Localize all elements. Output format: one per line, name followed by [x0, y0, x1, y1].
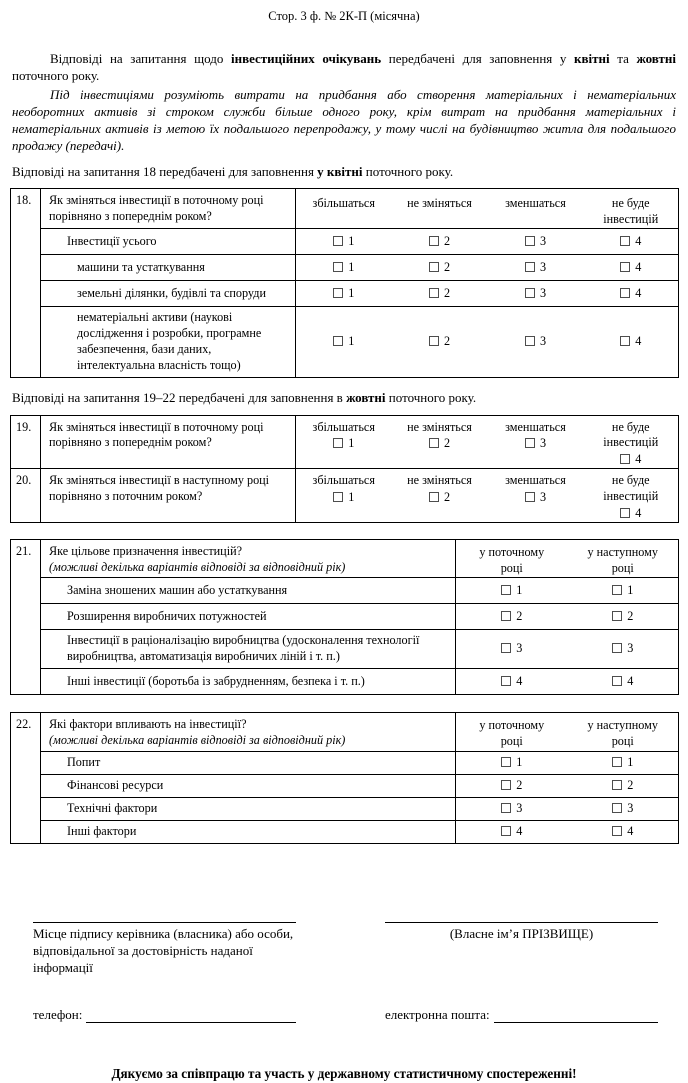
answer-cell	[568, 578, 679, 604]
intro-text: поточного року.	[12, 68, 100, 84]
column-header-current-year	[456, 539, 568, 578]
checkbox[interactable]	[333, 288, 343, 298]
q21-row-other	[11, 669, 679, 695]
checkbox-number: 3	[539, 489, 547, 504]
checkbox-number: 4	[627, 673, 634, 688]
q18-row-total	[11, 229, 679, 255]
intro-text: передбачені для заповнення у	[381, 51, 575, 67]
answer-cell	[296, 307, 392, 377]
checkbox[interactable]	[333, 492, 343, 502]
column-header-line: у наступному	[587, 544, 658, 559]
phone-label: телефон:	[33, 1006, 83, 1022]
checkbox[interactable]	[429, 438, 439, 448]
checkbox-number: 1	[348, 285, 355, 300]
checkbox[interactable]	[612, 780, 622, 790]
name-caption: (Власне ім’я ПРІЗВИЩЕ)	[449, 925, 594, 941]
option-header-increase: збільшаться	[312, 473, 375, 488]
answer-cell	[488, 229, 584, 255]
q22-row-other	[11, 820, 679, 843]
column-header-line: у наступному	[587, 718, 658, 733]
checkbox-number: 4	[635, 505, 642, 520]
q21-header-row	[11, 539, 679, 578]
checkbox-number: 2	[443, 436, 451, 451]
q19-q20-table	[10, 415, 679, 523]
question-line: порівняно з попереднім роком?	[49, 209, 212, 224]
answer-cell	[392, 255, 488, 281]
answer-cell	[488, 255, 584, 281]
checkbox-number: 2	[516, 777, 523, 792]
question-text	[41, 469, 296, 523]
checkbox[interactable]	[501, 826, 511, 836]
checkbox[interactable]	[612, 611, 622, 621]
column-header-line: році	[611, 560, 634, 575]
note-text: Відповіді на запитання 19–22 передбачені для заповнення в	[12, 389, 347, 405]
signature-block	[33, 922, 296, 977]
checkbox[interactable]	[620, 288, 630, 298]
checkbox-number: 1	[627, 582, 634, 597]
phone-input-line[interactable]	[86, 1008, 296, 1023]
question-line: Яке цільове призначення інвестицій?	[49, 543, 243, 558]
signature-caption: Місце підпису керівника (власника) або особи,	[33, 925, 294, 941]
checkbox-number: 4	[627, 823, 634, 838]
q18-table	[10, 188, 679, 377]
checkbox[interactable]	[620, 508, 630, 518]
answer-cell	[456, 820, 568, 843]
q20-row	[11, 469, 679, 523]
checkbox-number: 2	[627, 777, 634, 792]
checkbox-number: 4	[635, 452, 642, 467]
checkbox[interactable]	[333, 262, 343, 272]
checkbox[interactable]	[333, 336, 343, 346]
checkbox[interactable]	[501, 676, 511, 686]
answer-cell	[456, 669, 568, 695]
answer-cell	[456, 630, 568, 669]
answer-cell	[584, 415, 679, 469]
checkbox[interactable]	[612, 826, 622, 836]
form-page	[0, 8, 688, 1082]
checkbox-number: 1	[348, 436, 355, 451]
answer-cell	[392, 469, 488, 523]
checkbox-number: 1	[348, 233, 355, 248]
checkbox-number: 3	[539, 285, 547, 300]
checkbox-number: 3	[516, 800, 523, 815]
checkbox[interactable]	[612, 585, 622, 595]
checkbox[interactable]	[620, 262, 630, 272]
checkbox[interactable]	[501, 757, 511, 767]
checkbox[interactable]	[612, 676, 622, 686]
answer-cell	[392, 229, 488, 255]
option-header-nochange: не зміняться	[392, 189, 488, 229]
signature-caption: відповідальної за достовірність наданої інформації	[33, 942, 253, 975]
checkbox[interactable]	[333, 236, 343, 246]
question-line: Як зміняться інвестиції в поточному році	[49, 419, 264, 434]
question-line: Які фактори впливають на інвестиції?	[49, 717, 247, 732]
question-number: 19.	[11, 415, 41, 469]
option-header-increase: збільшаться	[296, 189, 392, 229]
q22-row-technical	[11, 797, 679, 820]
option-header-decrease: зменшаться	[488, 189, 584, 229]
row-label: Інвестиції в раціоналізацію виробництва (удосконалення технології виробництва, автоматизація виробничих ліній і т. п.)	[41, 630, 456, 669]
question-text	[41, 713, 456, 752]
checkbox-number: 1	[348, 259, 355, 274]
option-header-none: не буде інвестицій	[584, 189, 679, 229]
answer-cell	[488, 469, 584, 523]
checkbox-number: 3	[627, 641, 634, 656]
question-line: Як зміняться інвестиції в наступному році	[49, 473, 270, 488]
row-label: Заміна зношених машин або устаткування	[41, 578, 456, 604]
q22-header-row	[11, 713, 679, 752]
checkbox[interactable]	[620, 454, 630, 464]
answer-cell	[584, 229, 679, 255]
page-header: Стор. 3 ф. № 2К-П (місячна)	[268, 9, 420, 23]
checkbox-number: 3	[516, 641, 523, 656]
note-text: Відповіді на запитання 18 передбачені для заповнення	[12, 163, 318, 179]
answer-cell	[568, 604, 679, 630]
option-header-nochange: не зміняться	[407, 419, 472, 434]
answer-cell	[456, 578, 568, 604]
answer-cell	[456, 604, 568, 630]
question-note: (можливі декілька варіантів відповіді за відповідний рік)	[49, 559, 346, 574]
phone-block	[33, 1007, 296, 1024]
column-header-line: році	[500, 560, 523, 575]
q21-row-expansion	[11, 604, 679, 630]
question-text	[41, 415, 296, 469]
checkbox-number: 3	[539, 333, 547, 348]
column-header-current-year	[456, 713, 568, 752]
checkbox[interactable]	[333, 438, 343, 448]
answer-cell	[392, 307, 488, 377]
option-header-decrease: зменшаться	[505, 473, 566, 488]
signature-section	[33, 922, 658, 977]
row-label: Розширення виробничих потужностей	[41, 604, 456, 630]
checkbox-number: 3	[539, 436, 547, 451]
option-header-none: не буде інвестицій	[603, 419, 659, 450]
row-label: машини та устаткування	[41, 255, 296, 281]
note-bold-october: жовтні	[346, 389, 386, 405]
contact-section	[33, 1007, 658, 1024]
q19-row	[11, 415, 679, 469]
checkbox-number: 3	[539, 233, 547, 248]
checkbox[interactable]	[501, 803, 511, 813]
answer-cell	[568, 751, 679, 774]
row-label: Інші фактори	[41, 820, 456, 843]
checkbox[interactable]	[429, 336, 439, 346]
checkbox-number: 2	[443, 333, 451, 348]
note-text: поточного року.	[362, 163, 454, 179]
q22-row-financial	[11, 774, 679, 797]
question-number: 22.	[11, 713, 41, 844]
q18-row-intangible	[11, 307, 679, 377]
checkbox[interactable]	[501, 643, 511, 653]
answer-cell	[568, 630, 679, 669]
checkbox[interactable]	[429, 236, 439, 246]
checkbox[interactable]	[501, 585, 511, 595]
checkbox[interactable]	[429, 262, 439, 272]
row-label: Інвестиції усього	[41, 229, 296, 255]
answer-cell	[296, 281, 392, 307]
answer-cell	[488, 281, 584, 307]
checkbox[interactable]	[525, 262, 535, 272]
checkbox[interactable]	[620, 336, 630, 346]
checkbox-number: 3	[539, 259, 547, 274]
q18-row-machinery	[11, 255, 679, 281]
answer-cell	[456, 797, 568, 820]
row-label: Попит	[41, 751, 456, 774]
checkbox-number: 1	[627, 754, 634, 769]
answer-cell	[488, 415, 584, 469]
option-header-none: не буде інвестицій	[603, 473, 659, 503]
checkbox[interactable]	[501, 611, 511, 621]
checkbox-number: 4	[516, 823, 523, 838]
answer-cell	[392, 281, 488, 307]
answer-cell	[296, 415, 392, 469]
checkbox-number: 1	[516, 582, 523, 597]
option-header-nochange: не зміняться	[407, 473, 472, 488]
q18-row-land-buildings	[11, 281, 679, 307]
intro-bold-october: жовтні	[636, 51, 676, 67]
checkbox[interactable]	[525, 236, 535, 246]
note-question-18	[12, 164, 676, 181]
checkbox-number: 2	[443, 233, 451, 248]
checkbox-number: 4	[635, 259, 642, 274]
row-label: Фінансові ресурси	[41, 774, 456, 797]
answer-cell	[296, 469, 392, 523]
answer-cell	[296, 255, 392, 281]
answer-cell	[584, 281, 679, 307]
question-line: порівняно з поточним роком?	[49, 488, 203, 503]
investment-definition: Під інвестиціями розуміють витрати на придбання або створення матеріальних і нематеріальних необоротних активів зі строком служби більше одного року, крім витрат на придбання матеріальних і нематеріальних активів із метою їх подальшого перепродажу, у тому числі на будівництво житла для подальшого продажу (передачі).	[12, 87, 676, 153]
answer-cell	[296, 229, 392, 255]
checkbox-number: 2	[443, 259, 451, 274]
answer-cell	[584, 469, 679, 523]
thanks-note: Дякуємо за співпрацю та участь у державному статистичному спостереженні!	[111, 1066, 577, 1082]
answer-cell	[488, 307, 584, 377]
checkbox-number: 2	[516, 608, 523, 623]
column-header-next-year	[568, 539, 679, 578]
name-block	[385, 922, 658, 977]
answer-cell	[584, 307, 679, 377]
intro-text: та	[609, 51, 637, 67]
q21-row-rationalization	[11, 630, 679, 669]
answer-cell	[568, 820, 679, 843]
checkbox[interactable]	[620, 236, 630, 246]
q18-header-row	[11, 189, 679, 229]
question-number: 20.	[11, 469, 41, 523]
answer-cell	[568, 797, 679, 820]
checkbox[interactable]	[525, 288, 535, 298]
checkbox-number: 4	[516, 673, 523, 688]
question-line: порівняно з попереднім роком?	[49, 435, 212, 450]
row-label: Технічні фактори	[41, 797, 456, 820]
column-header-line: у поточному	[479, 718, 545, 733]
checkbox[interactable]	[525, 336, 535, 346]
answer-cell	[568, 774, 679, 797]
question-line: Як зміняться інвестиції в поточному році	[49, 193, 264, 208]
column-header-line: році	[500, 733, 523, 748]
checkbox[interactable]	[612, 643, 622, 653]
checkbox-number: 2	[443, 285, 451, 300]
checkbox[interactable]	[525, 438, 535, 448]
q22-table	[10, 712, 679, 844]
email-block	[385, 1007, 658, 1024]
answer-cell	[568, 669, 679, 695]
option-header-increase: збільшаться	[312, 419, 375, 434]
checkbox-number: 3	[627, 800, 634, 815]
intro-text: Відповіді на запитання щодо	[50, 51, 231, 67]
checkbox-number: 4	[635, 285, 642, 300]
checkbox[interactable]	[429, 492, 439, 502]
q22-row-demand	[11, 751, 679, 774]
row-label: Інші інвестиції (боротьба із забрудненням, безпека і т. п.)	[41, 669, 456, 695]
column-header-line: році	[611, 733, 634, 748]
checkbox[interactable]	[612, 757, 622, 767]
question-note: (можливі декілька варіантів відповіді за відповідний рік)	[49, 732, 346, 747]
checkbox[interactable]	[429, 288, 439, 298]
question-number: 21.	[11, 539, 41, 694]
option-header-decrease: зменшаться	[505, 419, 566, 434]
answer-cell	[456, 751, 568, 774]
intro-bold-april: квітні	[574, 51, 610, 67]
q21-table	[10, 539, 679, 695]
intro-paragraph	[12, 51, 676, 85]
answer-cell	[584, 255, 679, 281]
question-number: 18.	[11, 189, 41, 377]
checkbox-number: 4	[635, 333, 642, 348]
note-bold-april: у квітні	[317, 163, 363, 179]
checkbox[interactable]	[525, 492, 535, 502]
checkbox-number: 1	[348, 333, 355, 348]
checkbox-number: 2	[627, 608, 634, 623]
email-label: електронна пошта:	[385, 1006, 490, 1022]
question-text	[41, 189, 296, 229]
answer-cell	[456, 774, 568, 797]
column-header-line: у поточному	[479, 544, 545, 559]
intro-bold-expectations: інвестиційних очікувань	[230, 51, 382, 67]
note-questions-19-22	[12, 390, 676, 407]
row-label: нематеріальні активи (наукові дослідження і розробки, програмне забезпечення, бази даних, інтелектуальна власність тощо)	[41, 307, 296, 377]
checkbox-number: 1	[348, 489, 355, 504]
checkbox-number: 2	[443, 489, 451, 504]
checkbox[interactable]	[501, 780, 511, 790]
checkbox-number: 4	[635, 233, 642, 248]
row-label: земельні ділянки, будівлі та споруди	[41, 281, 296, 307]
question-text	[41, 539, 456, 578]
answer-cell	[392, 415, 488, 469]
q21-row-replacement	[11, 578, 679, 604]
note-text: поточного року.	[385, 389, 477, 405]
checkbox[interactable]	[612, 803, 622, 813]
checkbox-number: 1	[516, 754, 523, 769]
email-input-line[interactable]	[494, 1008, 658, 1023]
column-header-next-year	[568, 713, 679, 752]
